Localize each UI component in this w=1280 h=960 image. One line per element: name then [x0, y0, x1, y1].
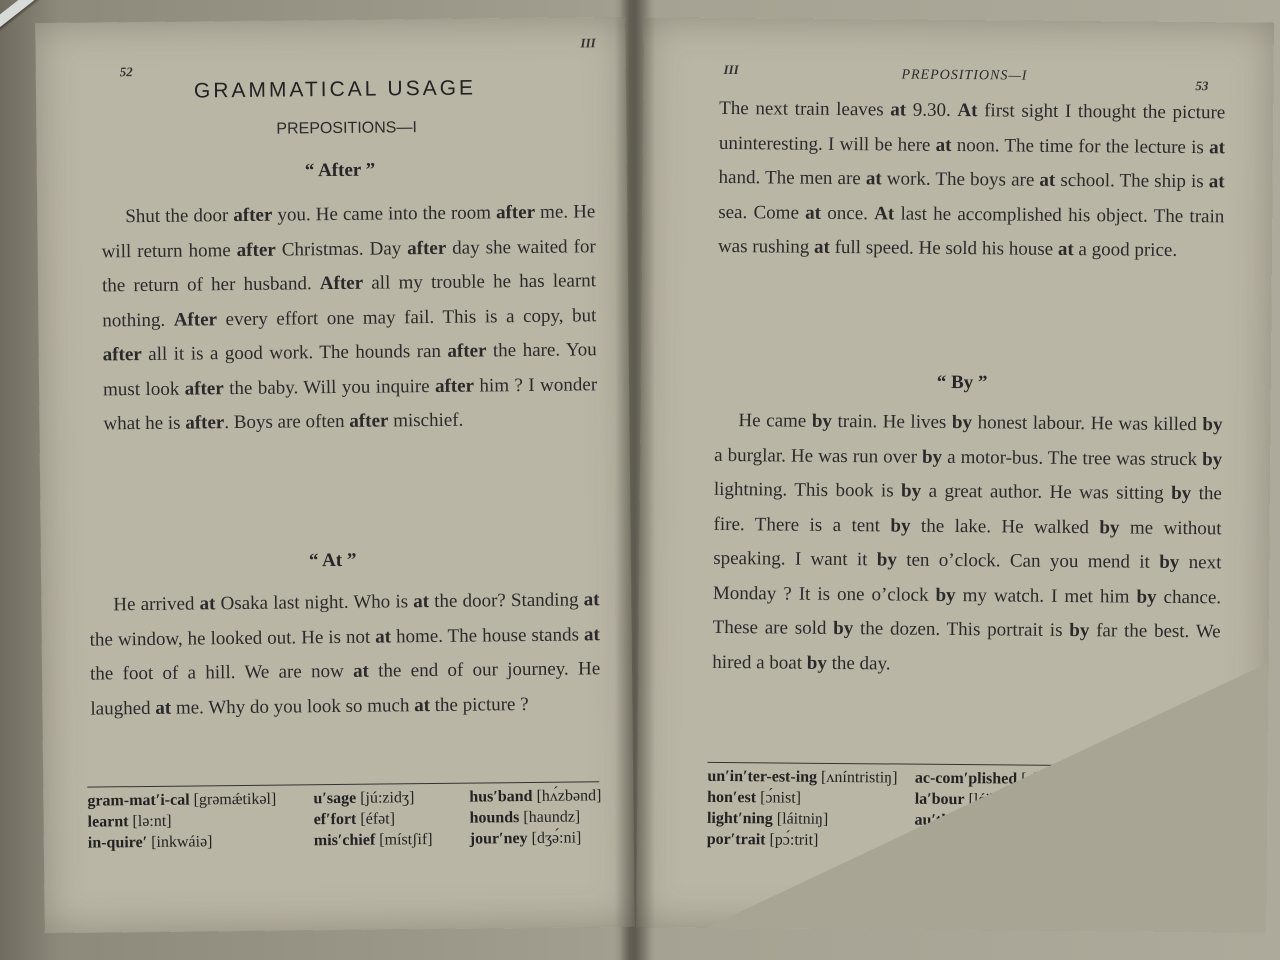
emphasized-preposition: by: [1136, 586, 1157, 608]
running-head: PREPOSITIONS—I: [901, 67, 1028, 84]
glossary-pronunciation: [lə:nt]: [128, 812, 172, 831]
glossary-pronunciation: [bə́:glə]: [1167, 792, 1222, 811]
emphasized-preposition: by: [921, 446, 943, 468]
emphasized-preposition: by: [890, 514, 911, 537]
glossary-word: in-quire′: [87, 833, 148, 852]
emphasized-preposition: by: [935, 584, 956, 606]
glossary-pronunciation: [ɔ́nist]: [756, 789, 802, 807]
emphasized-preposition: by: [951, 411, 973, 434]
emphasized-preposition: at: [935, 134, 952, 156]
emphasized-preposition: by: [811, 410, 833, 432]
glossary-word: mis′chief: [313, 831, 376, 850]
paragraph-at-continued: The next train leaves at 9.30. At first sight I thought the picture uninteresting. I will be here at noon. The time for the lecture is at hand. The men are at work. The boys are at school. The ship is at sea. Come at once. At last he accomplished his object. The train was rushing at full speed. He sold his house at a good price.: [717, 97, 1226, 261]
glossary-word: gram-mat′i-cal: [87, 791, 190, 810]
glossary-pronunciation: [grəmǽtikəl]: [189, 790, 277, 809]
emphasized-preposition: at: [199, 593, 216, 615]
glossary-word: bur′glar: [1110, 792, 1168, 810]
glossary-entry: [313, 789, 432, 808]
glossary-entry: [314, 831, 433, 850]
emphasized-preposition: at: [805, 202, 822, 224]
glossary-pronunciation: [ʌníntristiŋ]: [817, 768, 898, 787]
section-heading-after: “ After ”: [304, 159, 376, 182]
emphasized-preposition: after: [495, 201, 536, 224]
glossary-pronunciation: [místʃif]: [375, 830, 433, 849]
glossary-word: au′thor: [914, 811, 966, 830]
glossary-pronunciation: [léibə]: [964, 791, 1011, 809]
glossary-word: light′ning: [706, 809, 773, 828]
glossary-word: jour′ney: [469, 830, 528, 848]
section-heading-by: “ By ”: [936, 371, 988, 394]
glossary-pronunciation: [dʌ́zn]: [1154, 813, 1201, 832]
glossary-entry: [470, 829, 602, 848]
glossary-word: ef′fort: [313, 810, 357, 829]
glossary-pronunciation: [əkɔ́mpliʃt]: [1017, 770, 1094, 789]
paragraph-after: Shut the door after you. He came into the room after me. He will return home after Christmas. Day after day she waited for the return of her husband. After all my trouble he has learnt nothing. After every effort one may fail. This is a copy, but after all it is a good work. The hounds ran after the hare. You must look after the baby. Will you inquire after him ? I wonder what he is after. Boys are often after mischief.: [101, 201, 598, 435]
emphasized-preposition: at: [155, 697, 172, 719]
glossary-pronunciation: [ɔ́bdʒikt]: [1156, 771, 1219, 790]
glossary-pronunciation: [hʌ́zbənd]: [532, 787, 602, 805]
emphasized-preposition: after: [447, 340, 487, 362]
section-heading-at: “ At ”: [308, 549, 357, 572]
emphasized-preposition: after: [236, 239, 276, 261]
emphasized-preposition: at: [583, 589, 600, 611]
glossary-word: por′trait: [706, 830, 766, 849]
emphasized-preposition: by: [901, 480, 922, 502]
glossary-word: u′sage: [313, 789, 357, 808]
emphasized-preposition: At: [957, 100, 978, 122]
emphasized-preposition: at: [1057, 238, 1074, 261]
emphasized-preposition: at: [865, 168, 882, 190]
emphasized-preposition: by: [1202, 414, 1223, 436]
emphasized-preposition: at: [1208, 171, 1225, 193]
glossary-word: hus′band: [469, 787, 533, 806]
emphasized-preposition: at: [375, 625, 392, 648]
emphasized-preposition: at: [813, 236, 830, 258]
emphasized-preposition: by: [876, 549, 897, 571]
emphasized-preposition: by: [1099, 516, 1120, 538]
emphasized-preposition: After: [173, 308, 218, 331]
emphasized-preposition: at: [1209, 136, 1226, 158]
emphasized-preposition: at: [1039, 169, 1056, 191]
right-page: [636, 17, 1274, 932]
right-marginal-number: III: [723, 61, 739, 78]
glossary-entry: [88, 812, 277, 832]
glossary-rule: [87, 781, 599, 787]
glossary-entry: [469, 808, 601, 827]
left-page: [35, 17, 634, 933]
emphasized-preposition: at: [890, 99, 907, 121]
glossary-entry: [87, 791, 276, 811]
emphasized-preposition: after: [184, 377, 224, 400]
glossary-entry: [88, 833, 277, 853]
emphasized-preposition: at: [583, 623, 600, 645]
glossary-word: learnt: [87, 813, 129, 831]
emphasized-preposition: after: [434, 375, 475, 397]
emphasized-preposition: by: [1069, 620, 1090, 642]
emphasized-preposition: after: [233, 204, 273, 227]
emphasized-preposition: at: [414, 694, 431, 716]
emphasized-preposition: After: [319, 272, 364, 295]
glossary-entry: [469, 787, 601, 806]
glossary-pronunciation: [jú:zidʒ]: [356, 789, 415, 807]
glossary-pronunciation: [haundz]: [519, 808, 581, 827]
emphasized-preposition: after: [185, 412, 225, 434]
page-title: GRAMMATICAL USAGE: [193, 76, 477, 103]
emphasized-preposition: after: [407, 237, 447, 259]
glossary-pronunciation: [inkwáiə]: [147, 833, 213, 851]
emphasized-preposition: at: [413, 591, 430, 613]
emphasized-preposition: by: [1171, 482, 1192, 505]
left-marginal-number: III: [580, 35, 596, 51]
glossary-word: hon′est: [707, 788, 757, 807]
left-glossary: [87, 787, 602, 852]
glossary-word: hounds: [469, 809, 520, 827]
glossary-word: hired: [914, 832, 951, 850]
glossary-word: un′in′ter-est-ing: [707, 767, 818, 786]
glossary-pronunciation: [ɔ́:θə]: [965, 812, 1007, 830]
glossary-pronunciation: [dʒə́:ni]: [527, 829, 582, 848]
folded-page-corner: [706, 658, 1268, 933]
glossary-word: doz′en: [1110, 813, 1155, 831]
left-page-number: 52: [119, 64, 133, 80]
paragraph-by: He came by train. He lives by honest labour. He was killed by a burglar. He was run over by a motor-bus. The tree was struck by lightning. This book is by a great author. He was sitting by the fire. There is a tent by the lake. He walked by me without speaking. I want it by ten o’clock. Can you mend it by next Monday ? It is one o’clock by my watch. I met him by chance. These are sold by the dozen. This portrait is by far the best. We hired a boat by the day.: [712, 410, 1223, 674]
glossary-pronunciation: [éfət]: [356, 810, 396, 828]
emphasized-preposition: by: [1202, 448, 1223, 470]
paragraph-at: He arrived at Osaka last night. Who is at the door? Standing at the window, he looked out. He is not at home. The house stands at the foot of a hill. We are now at the end of our journey. He laughed at me. Why do you look so much at the picture ?: [89, 589, 601, 720]
emphasized-preposition: at: [352, 660, 370, 682]
glossary-word: la′bour: [914, 790, 965, 809]
emphasized-preposition: after: [349, 410, 389, 432]
book-gutter: [615, 0, 655, 960]
emphasized-preposition: At: [874, 202, 895, 224]
glossary-pronunciation: [pɔ́:trit]: [765, 831, 819, 849]
right-page-number: 53: [1195, 78, 1209, 94]
emphasized-preposition: after: [102, 344, 142, 366]
emphasized-preposition: by: [1159, 551, 1180, 573]
glossary-word: ob′ject: [1110, 771, 1157, 789]
glossary-pronunciation: [háiəd]: [950, 832, 1000, 851]
glossary-pronunciation: [láitniŋ]: [772, 810, 829, 828]
emphasized-preposition: by: [833, 617, 854, 640]
glossary-entry: [314, 810, 433, 829]
emphasized-preposition: by: [806, 652, 827, 674]
glossary-word: ac-com′plished: [914, 769, 1018, 788]
page-subtitle: PREPOSITIONS—I: [276, 119, 417, 138]
